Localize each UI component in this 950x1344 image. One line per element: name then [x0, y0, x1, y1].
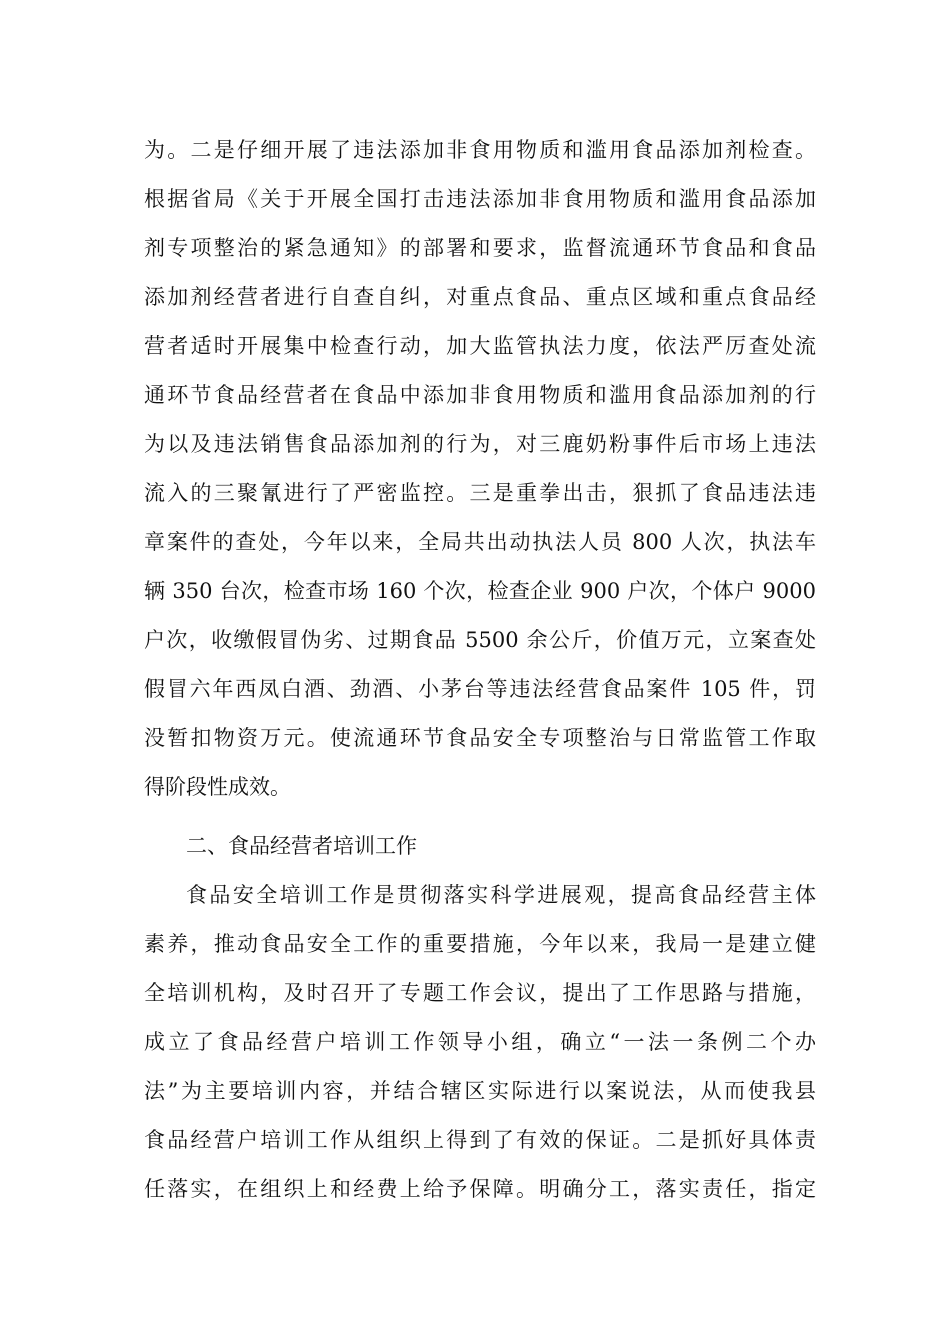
text-line: 辆 350 台次，检查市场 160 个次，检查企业 900 户次，个体户 9000: [144, 579, 816, 603]
text-line: 根据省局《关于开展全国打击违法添加非食用物质和滥用食品添加: [144, 187, 816, 211]
text-line: 营者适时开展集中检查行动，加大监管执法力度，依法严厉查处流: [144, 334, 816, 358]
text-line: 成立了食品经营户培训工作领导小组，确立“一法一条例二个办: [144, 1030, 816, 1054]
text-line: 流入的三聚氰进行了严密监控。三是重拳出击，狠抓了食品违法违: [144, 481, 816, 505]
paragraph-first-line: 食品安全培训工作是贯彻落实科学进展观，提高食品经营主体: [186, 883, 816, 907]
text-line: 素养，推动食品安全工作的重要措施，今年以来，我局一是建立健: [144, 932, 816, 956]
text-line: 任落实，在组织上和经费上给予保障。明确分工，落实责任，指定: [144, 1177, 816, 1201]
text-line: 通环节食品经营者在食品中添加非食用物质和滥用食品添加剂的行: [144, 383, 816, 407]
section-heading: 二、食品经营者培训工作: [186, 834, 417, 858]
text-line: 添加剂经营者进行自查自纠，对重点食品、重点区域和重点食品经: [144, 285, 816, 309]
text-line: 剂专项整治的紧急通知》的部署和要求，监督流通环节食品和食品: [144, 236, 816, 260]
text-line: 户次，收缴假冒伪劣、过期食品 5500 余公斤，价值万元，立案查处: [144, 628, 816, 652]
text-line: 得阶段性成效。: [144, 775, 291, 799]
text-line: 法”为主要培训内容，并结合辖区实际进行以案说法，从而使我县: [144, 1079, 816, 1103]
text-line: 假冒六年西凤白酒、劲酒、小茅台等违法经营食品案件 105 件，罚: [144, 677, 816, 701]
text-line: 没暂扣物资万元。使流通环节食品安全专项整治与日常监管工作取: [144, 726, 816, 750]
text-line: 食品经营户培训工作从组织上得到了有效的保证。二是抓好具体责: [144, 1128, 816, 1152]
text-line: 全培训机构，及时召开了专题工作会议，提出了工作思路与措施，: [144, 981, 816, 1005]
text-line: 为以及违法销售食品添加剂的行为，对三鹿奶粉事件后市场上违法: [144, 432, 816, 456]
text-line: 为。二是仔细开展了违法添加非食用物质和滥用食品添加剂检查。: [144, 138, 816, 162]
text-line: 章案件的查处，今年以来，全局共出动执法人员 800 人次，执法车: [144, 530, 816, 554]
